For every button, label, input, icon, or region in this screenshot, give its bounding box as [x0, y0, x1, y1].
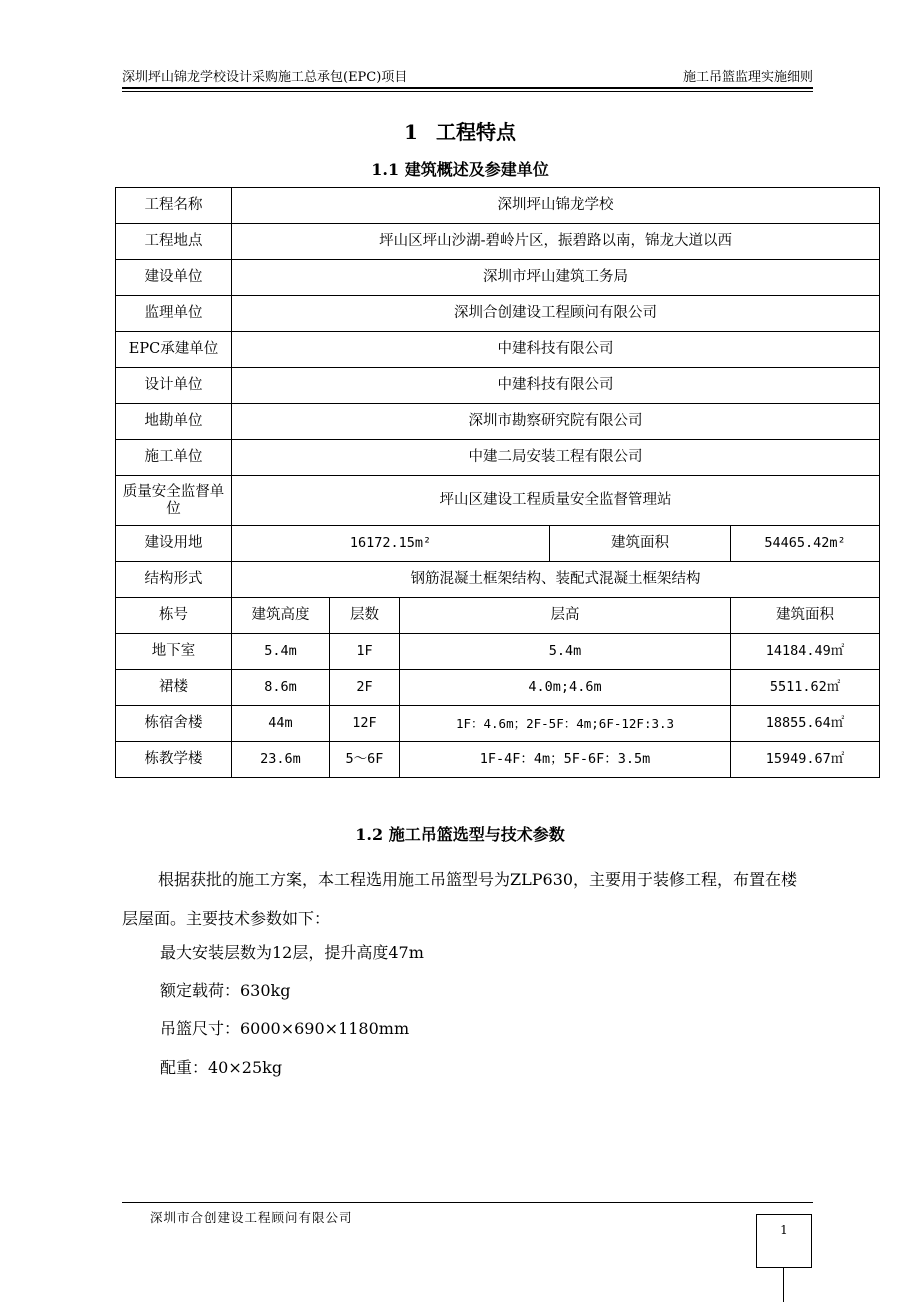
table-row: [116, 296, 880, 332]
section-heading: [0, 116, 920, 145]
row-value: 中建二局安装工程有限公司: [232, 440, 880, 476]
column-header: 栋号: [116, 598, 232, 634]
row-value: 深圳市坪山建筑工务局: [232, 260, 880, 296]
structure-value: 钢筋混凝土框架结构、装配式混凝土框架结构: [232, 562, 880, 598]
building-height: 44m: [232, 706, 330, 742]
row-label: 监理单位: [116, 296, 232, 332]
building-area: 5511.62㎡: [731, 670, 880, 706]
building-area: 15949.67㎡: [731, 742, 880, 778]
row-label: 施工单位: [116, 440, 232, 476]
building-name: 栋宿舍楼: [116, 706, 232, 742]
subsection-heading-1-2: 1.2 施工吊篮选型与技术参数: [355, 825, 565, 844]
building-floors: 2F: [330, 670, 400, 706]
row-value: 中建科技有限公司: [232, 332, 880, 368]
table-row-structure: [116, 562, 880, 598]
table-row: [116, 188, 880, 224]
subsection-heading-1-1: 1.1 建筑概述及参建单位: [371, 160, 549, 179]
structure-label: 结构形式: [116, 562, 232, 598]
building-header-row: [116, 598, 880, 634]
column-header: 层高: [400, 598, 731, 634]
row-label: 建设单位: [116, 260, 232, 296]
row-label: 工程地点: [116, 224, 232, 260]
building-area: 14184.49㎡: [731, 634, 880, 670]
column-header: 建筑高度: [232, 598, 330, 634]
page-header: [122, 66, 813, 88]
header-rule-thick: [122, 87, 813, 89]
row-label: 地勘单位: [116, 404, 232, 440]
building-area: 18855.64㎡: [731, 706, 880, 742]
building-floor-height: 5.4m: [400, 634, 731, 670]
building-name: 裙楼: [116, 670, 232, 706]
project-info-table: [115, 187, 880, 778]
building-row: [116, 670, 880, 706]
section-number: 1: [404, 120, 418, 144]
row-value: 坪山区坪山沙湖-碧岭片区，振碧路以南，锦龙大道以西: [232, 224, 880, 260]
row-value: 中建科技有限公司: [232, 368, 880, 404]
table-row: [116, 404, 880, 440]
building-floors: 12F: [330, 706, 400, 742]
building-floor-height: 1F：4.6m；2F-5F：4m;6F-12F:3.3: [400, 706, 731, 742]
row-label: 工程名称: [116, 188, 232, 224]
area-label: 建筑面积: [550, 526, 731, 562]
table-row: [116, 476, 880, 526]
row-label: 质量安全监督单位: [116, 476, 232, 526]
param-rated-load: 额定载荷：630kg: [160, 981, 291, 1000]
table-row: [116, 224, 880, 260]
column-header: 层数: [330, 598, 400, 634]
section-title: 工程特点: [435, 120, 516, 144]
footer-rule: [122, 1202, 813, 1203]
page-number: 1: [780, 1223, 788, 1237]
building-name: 地下室: [116, 634, 232, 670]
table-row: [116, 440, 880, 476]
row-value: 深圳市勘察研究院有限公司: [232, 404, 880, 440]
page-box-tail: [783, 1267, 784, 1302]
column-header: 建筑面积: [731, 598, 880, 634]
building-name: 栋教学楼: [116, 742, 232, 778]
building-floors: 5～6F: [330, 742, 400, 778]
building-floor-height: 4.0m;4.6m: [400, 670, 731, 706]
header-document-title: 施工吊篮监理实施细则: [682, 70, 813, 85]
land-value: 16172.15m²: [232, 526, 550, 562]
building-height: 23.6m: [232, 742, 330, 778]
area-value: 54465.42m²: [731, 526, 880, 562]
building-height: 8.6m: [232, 670, 330, 706]
building-height: 5.4m: [232, 634, 330, 670]
param-max-floors: 最大安装层数为12层，提升高度47m: [160, 943, 424, 962]
intro-paragraph: 根据获批的施工方案，本工程选用施工吊篮型号为ZLP630，主要用于装修工程，布置在楼层屋面。主要技术参数如下：: [122, 870, 798, 928]
row-label: EPC承建单位: [116, 332, 232, 368]
page-number-box: [756, 1214, 812, 1268]
table-row: [116, 368, 880, 404]
row-value: 坪山区建设工程质量安全监督管理站: [232, 476, 880, 526]
table-row-land: [116, 526, 880, 562]
param-counterweight: 配重：40×25kg: [160, 1058, 283, 1077]
building-floors: 1F: [330, 634, 400, 670]
header-rule-thin: [122, 91, 813, 92]
param-basket-size: 吊篮尺寸：6000×690×1180mm: [160, 1019, 410, 1038]
header-project-title: 深圳坪山锦龙学校设计采购施工总承包(EPC)项目: [122, 70, 408, 85]
building-floor-height: 1F-4F：4m；5F-6F：3.5m: [400, 742, 731, 778]
table-row: [116, 332, 880, 368]
row-value: 深圳合创建设工程顾问有限公司: [232, 296, 880, 332]
row-value: 深圳坪山锦龙学校: [232, 188, 880, 224]
land-label: 建设用地: [116, 526, 232, 562]
building-row: [116, 706, 880, 742]
footer-company: 深圳市合创建设工程顾问有限公司: [150, 1210, 353, 1225]
building-row: [116, 634, 880, 670]
table-row: [116, 260, 880, 296]
building-row: [116, 742, 880, 778]
row-label: 设计单位: [116, 368, 232, 404]
